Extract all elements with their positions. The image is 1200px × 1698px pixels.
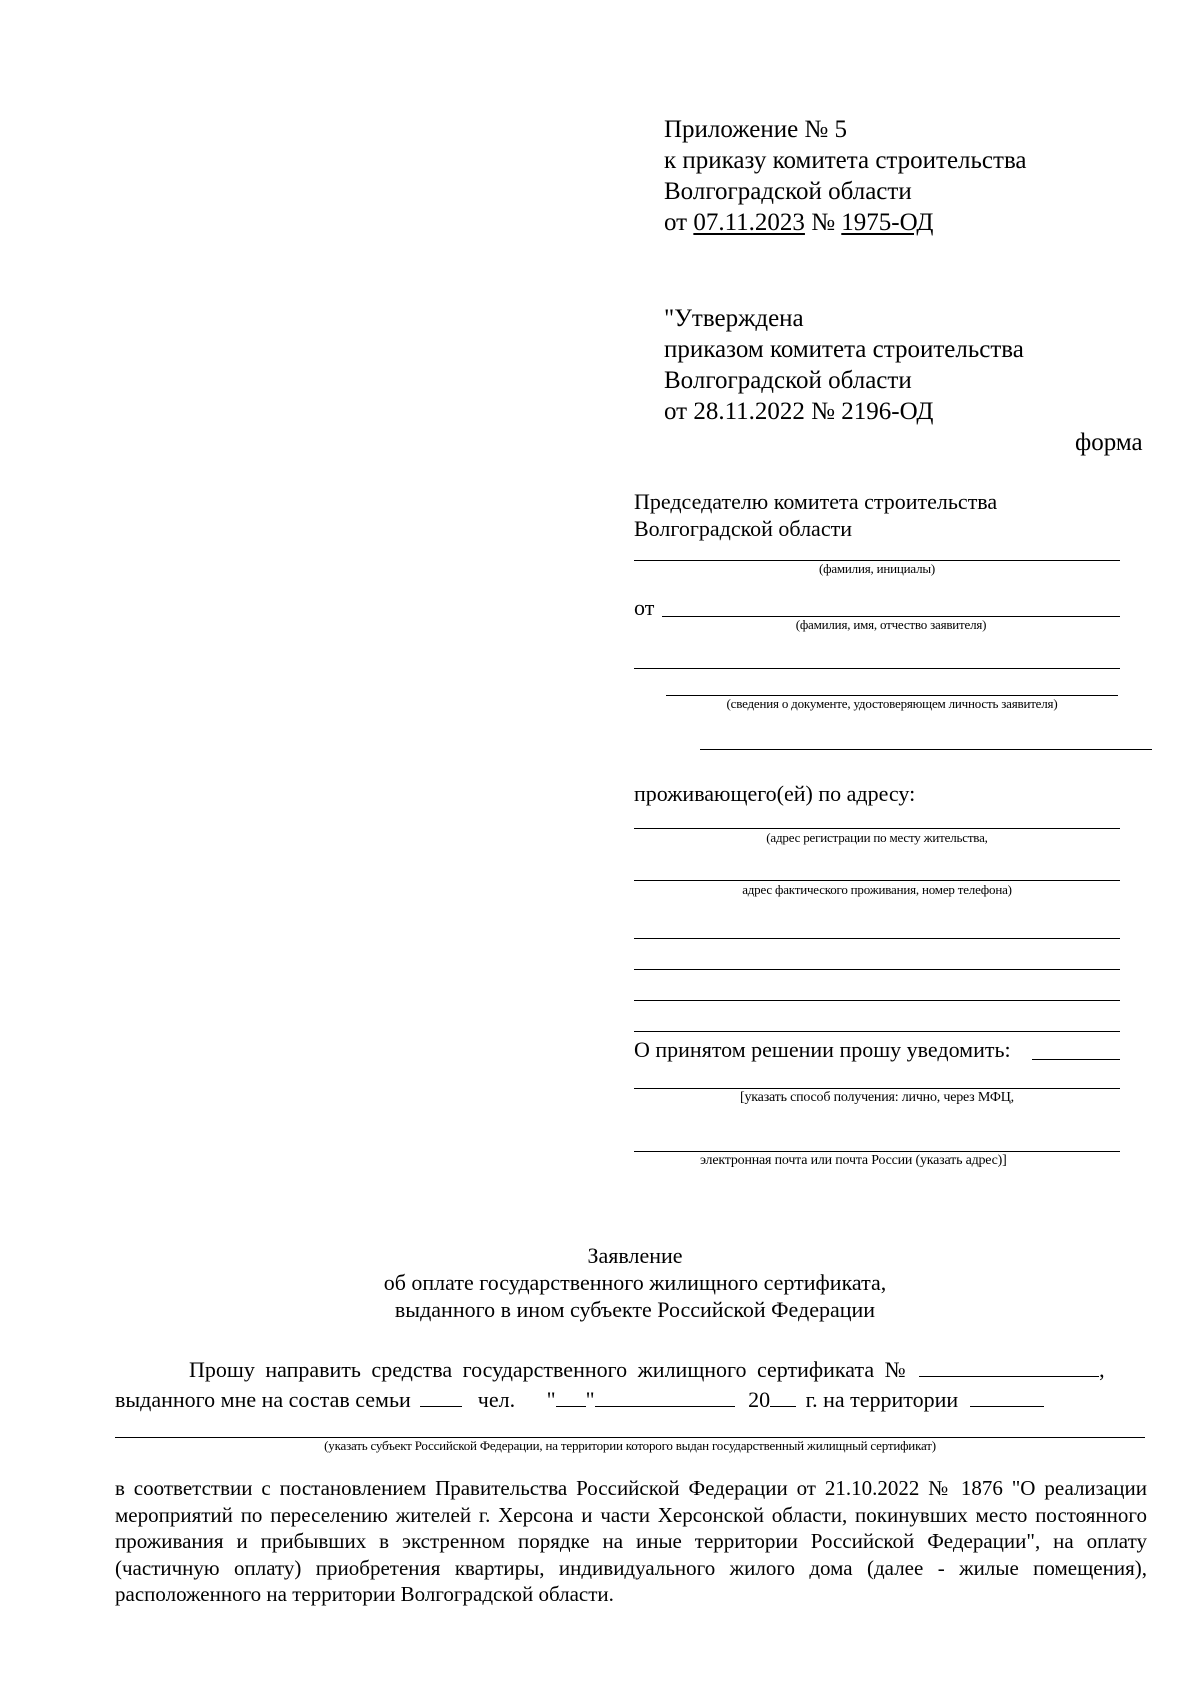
approved-title: "Утверждена bbox=[664, 305, 804, 332]
appendix-block bbox=[664, 114, 1144, 238]
statement-title-line2: об оплате государственного жилищного сертификата, bbox=[383, 1270, 887, 1295]
appendix-title: Приложение № 5 bbox=[664, 116, 848, 143]
statement-title-line1: Заявление bbox=[587, 1243, 683, 1268]
caption-method-2: электронная почта или почта России (указать адрес)] bbox=[700, 1153, 1007, 1168]
notify-method-line-2[interactable] bbox=[634, 1151, 1120, 1152]
applicant-extra-field-line[interactable] bbox=[634, 668, 1120, 669]
appendix-region-line: Волгоградской области bbox=[664, 178, 912, 205]
address-extra-line-2[interactable] bbox=[634, 969, 1120, 970]
address-extra-line-3[interactable] bbox=[634, 1000, 1120, 1001]
residing-label: проживающего(ей) по адресу: bbox=[634, 781, 916, 806]
reg-address-field-line[interactable] bbox=[634, 828, 1120, 829]
approved-block bbox=[664, 303, 1144, 427]
addressee-line1: Председателю комитета строительства bbox=[634, 489, 998, 514]
request-line-2: выданного мне на состав семьи чел. " " 20 г. на территории bbox=[115, 1386, 1165, 1413]
notify-label: О принятом решении прошу уведомить: bbox=[634, 1037, 1011, 1062]
appendix-number: 1975-ОД bbox=[841, 209, 934, 236]
caption-method-1: [указать способ получения: лично, через МФЦ, bbox=[740, 1090, 1014, 1105]
appendix-order-line: к приказу комитета строительства bbox=[664, 147, 1027, 174]
territory-field[interactable] bbox=[970, 1386, 1044, 1407]
caption-applicant: (фамилия, имя, отчество заявителя) bbox=[795, 617, 987, 632]
date-day-field[interactable] bbox=[556, 1386, 586, 1407]
from-label: от bbox=[634, 595, 655, 620]
caption-reg-address: (адрес регистрации по месту жительства, bbox=[766, 830, 988, 845]
family-size-field[interactable] bbox=[420, 1386, 462, 1407]
form-label: форма bbox=[1075, 429, 1143, 456]
appendix-date-line: от 07.11.2023 № 1975-ОД bbox=[664, 209, 934, 236]
caption-document: (сведения о документе, удостоверяющем личность заявителя) bbox=[726, 696, 1058, 711]
actual-address-field-line[interactable] bbox=[634, 880, 1120, 881]
document-extra-field-line[interactable] bbox=[700, 749, 1152, 750]
caption-actual-address: адрес фактического проживания, номер телефона) bbox=[742, 882, 1012, 897]
statement-body: в соответствии с постановлением Правительства Российской Федерации от 21.10.2022 № 1876 "О реализации мероприятий по переселению жителей г. Херсона и части Херсонской области, покинувших место постоянного проживания и прибывших в экстренном порядке на иные территории Российской Федерации", на оплату (частичную оплату) приобретения квартиры, индивидуального жилого дома (далее - жилые помещения), расположенного на территории Волгоградской области. bbox=[115, 1476, 1147, 1606]
caption-subject: (указать субъект Российской Федерации, на территории которого выдан государственный жилищный сертификат) bbox=[324, 1438, 936, 1453]
approved-region-line: Волгоградской области bbox=[664, 367, 912, 394]
statement-title-line3: выданного в ином субъекте Российской Федерации bbox=[394, 1297, 876, 1322]
notify-field-inline[interactable] bbox=[1032, 1059, 1120, 1060]
address-extra-line-4[interactable] bbox=[634, 1031, 1120, 1032]
request-text-1: Прошу направить средства государственного жилищного сертификата № bbox=[189, 1357, 906, 1382]
date-month-field[interactable] bbox=[595, 1386, 735, 1407]
addressee-line2: Волгоградской области bbox=[634, 516, 852, 541]
date-year-field[interactable] bbox=[770, 1386, 796, 1407]
request-text-2: выданного мне на состав семьи bbox=[115, 1387, 411, 1412]
certificate-number-field[interactable] bbox=[919, 1356, 1099, 1377]
appendix-date: 07.11.2023 bbox=[693, 209, 805, 236]
caption-initials: (фамилия, инициалы) bbox=[818, 561, 936, 576]
request-line-1: Прошу направить средства государственного жилищного сертификата № , bbox=[189, 1357, 1105, 1382]
address-extra-line-1[interactable] bbox=[634, 938, 1120, 939]
notify-method-line-1[interactable] bbox=[634, 1088, 1120, 1089]
statement-title bbox=[115, 1242, 1155, 1323]
approved-date-line: от 28.11.2022 № 2196-ОД bbox=[664, 398, 934, 425]
approved-order-line: приказом комитета строительства bbox=[664, 336, 1024, 363]
